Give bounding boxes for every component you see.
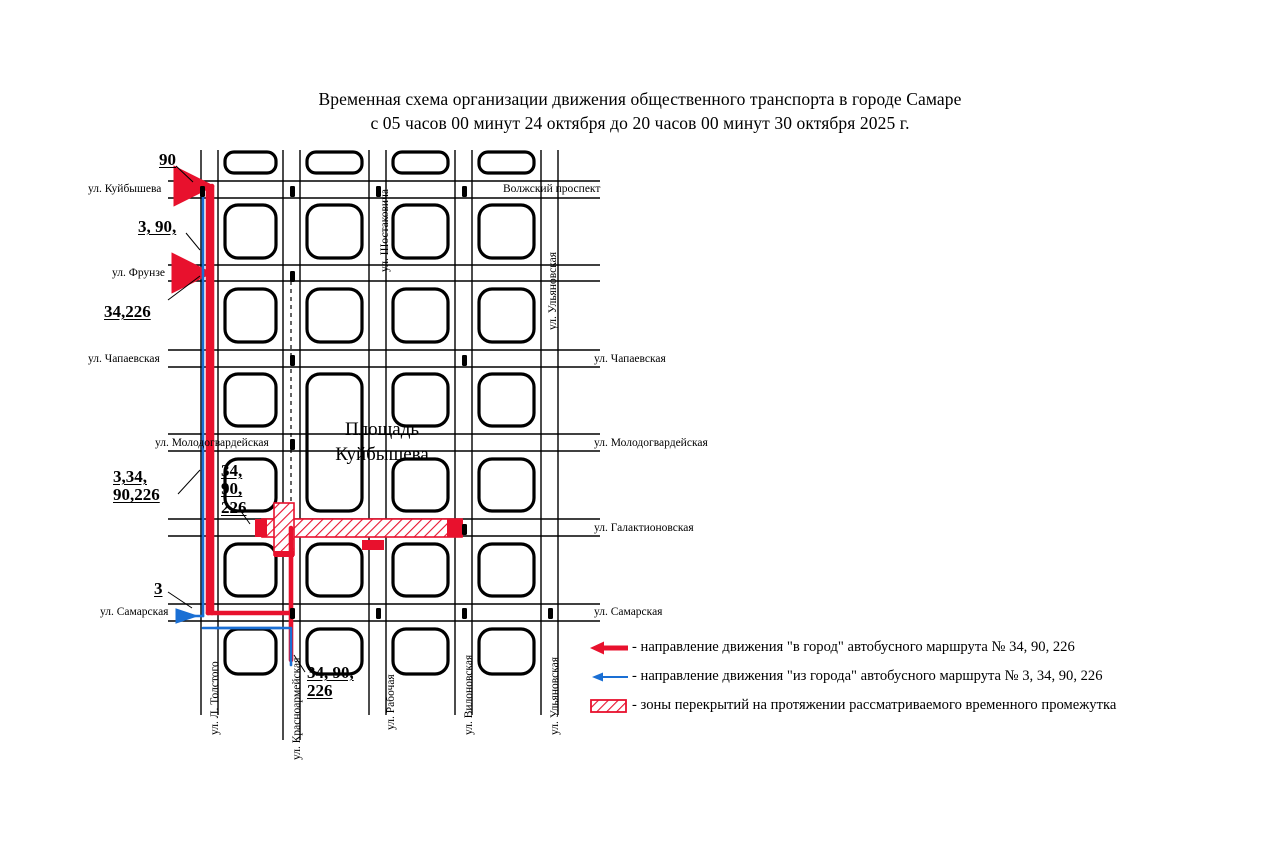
route-label-3-south: 3	[154, 579, 163, 598]
street-label-vilonovskaya: ул. Вилоновская	[463, 654, 475, 735]
street-label-rabochaya: ул. Рабочая	[385, 674, 397, 730]
route-label-34-90-226-center	[221, 462, 247, 517]
map-legend	[590, 633, 1250, 720]
route-label-34-90-226-south-line-2: 226	[307, 681, 333, 701]
map-title-line-2: с 05 часов 00 минут 24 октября до 20 часов 00 минут 30 октября 2025 г.	[370, 112, 910, 133]
route-label-90-top: 90	[159, 150, 176, 169]
street-label-frunze: ул. Фрунзе	[112, 267, 165, 279]
legend-row-closure	[590, 691, 1250, 720]
street-label-shostakovicha: ул. Шостаковича	[379, 189, 391, 272]
street-label-samarskaya-east: ул. Самарская	[594, 606, 663, 618]
legend-text-closure: - зоны перекрытий на протяжении рассматриваемого временного промежутка	[632, 697, 1117, 713]
legend-row-in-city	[590, 633, 1250, 662]
red-arrow-left-icon	[590, 641, 632, 655]
legend-text-out-city: - направление движения "из города" автобусного маршрута № 3, 34, 90, 226	[632, 668, 1103, 684]
street-label-l-tolstogo: ул. Л. Толстого	[209, 661, 221, 735]
legend-text-in-city: - направление движения "в город" автобусного маршрута № 34, 90, 226	[632, 639, 1075, 655]
route-label-3-34-90-226-line-1: 3,34,	[113, 467, 147, 486]
route-out-city-blue	[178, 190, 291, 665]
route-label-3-90: 3, 90,	[138, 217, 177, 236]
kuybyshev-square-label-line-2: Куйбышева	[335, 443, 429, 465]
map-title-line-1: Временная схема организации движения общественного транспорта в городе Самаре	[318, 89, 962, 109]
street-label-chapaevskaya-west: ул. Чапаевская	[88, 353, 160, 365]
street-label-samarskaya-west: ул. Самарская	[100, 606, 169, 618]
street-label-galaktionovskaya: ул. Галактионовская	[594, 522, 694, 534]
kuybyshev-square-label	[307, 418, 457, 467]
legend-row-out-city	[590, 662, 1250, 691]
route-label-34-226: 34,226	[104, 302, 151, 321]
blue-arrow-left-icon	[590, 670, 632, 684]
traffic-signal-markers	[200, 186, 553, 619]
route-label-34-90-226-center-line-2: 90,	[221, 479, 243, 499]
street-label-volzhskiy-prospekt: Волжский проспект	[503, 183, 601, 195]
street-label-krasnoarmeyskaya: ул. Красноармейская	[291, 657, 303, 760]
route-label-34-90-226-south-line-1: 34, 90,	[307, 663, 354, 682]
route-label-34-90-226-center-line-1: 34,	[221, 461, 243, 480]
street-label-ulyanovskaya-north: ул. Ульяновская	[547, 251, 559, 330]
street-label-kuybysheva-west: ул. Куйбышева	[88, 183, 162, 195]
route-label-3-34-90-226	[113, 468, 160, 505]
red-hatched-block-icon	[590, 698, 632, 714]
street-label-molodogvardeyskaya-west: ул. Молодогвардейская	[155, 437, 269, 449]
street-label-molodogvardeyskaya-east: ул. Молодогвардейская	[594, 437, 708, 449]
route-label-34-90-226-center-line-3: 226	[221, 497, 247, 517]
street-label-ulyanovskaya-south: ул. Ульяновская	[549, 656, 561, 735]
street-label-chapaevskaya-east: ул. Чапаевская	[594, 353, 666, 365]
kuybyshev-square-label-line-1: Площадь	[344, 419, 420, 440]
route-label-3-34-90-226-line-2: 90,226	[113, 485, 160, 505]
route-label-34-90-226-south	[307, 664, 354, 701]
